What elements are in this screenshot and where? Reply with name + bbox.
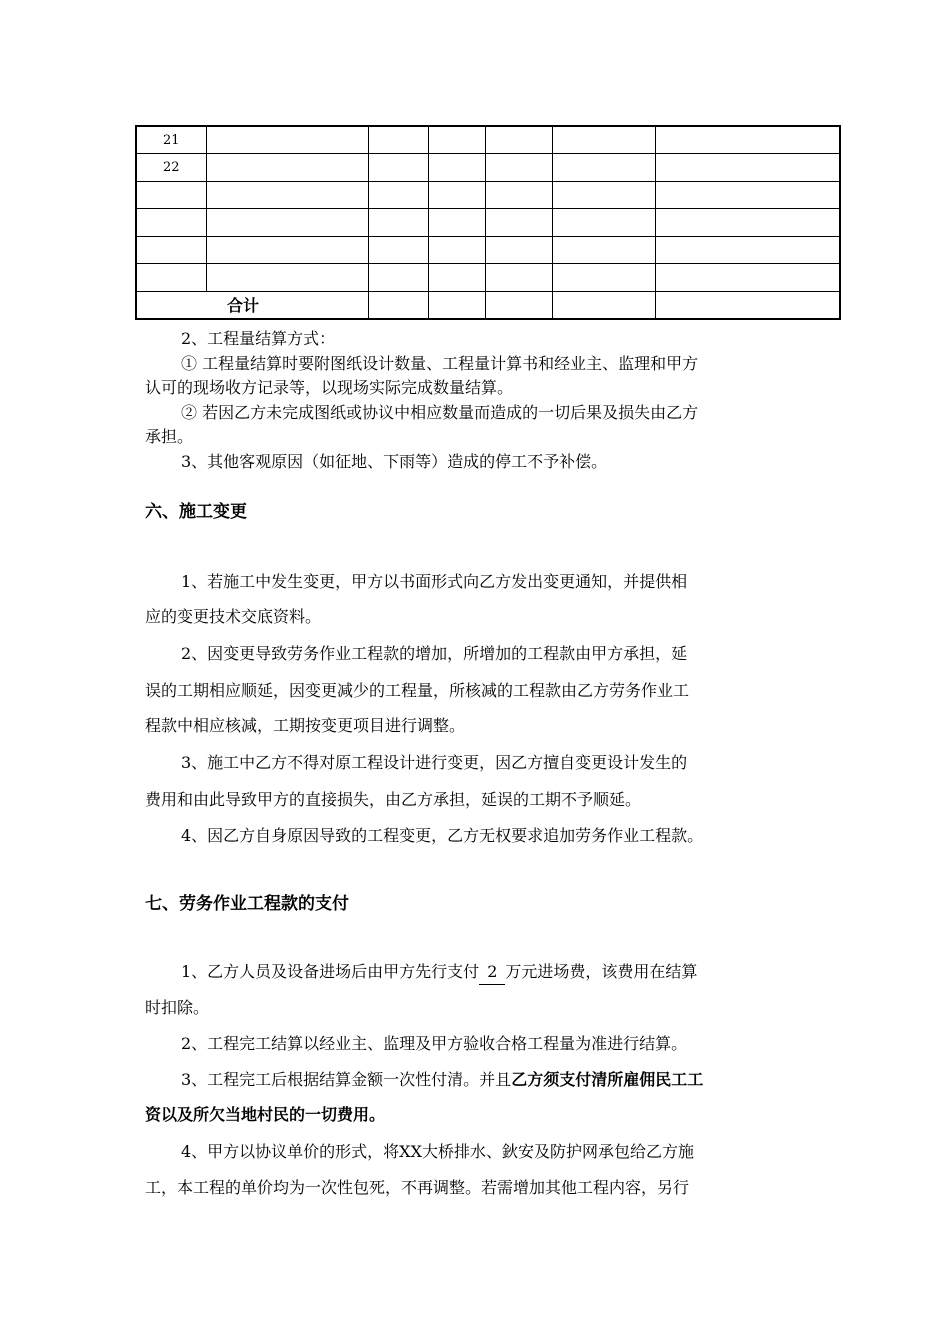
change-item-3-line1: 3、施工中乙方不得对原工程设计进行变更，因乙方擅自变更设计发生的	[181, 753, 688, 772]
section-7-heading: 七、劳务作业工程款的支付	[145, 894, 349, 914]
change-item-1-line1: 1、若施工中发生变更，甲方以书面形式向乙方发出变更通知，并提供相	[181, 572, 688, 591]
table-row	[136, 209, 840, 237]
payment-item-3-pre: 3、工程完工后根据结算金额一次性付清。并且	[181, 1070, 512, 1089]
total-label: 合计	[136, 291, 368, 319]
table-row	[136, 236, 840, 264]
settlement-rule-1-line2: 认可的现场收方记录等，以现场实际完成数量结算。	[145, 378, 514, 397]
row-number-cell	[136, 236, 206, 264]
row-number-cell	[136, 209, 206, 237]
settlement-rule-1-line1: ① 工程量结算时要附图纸设计数量、工程量计算书和经业主、监理和甲方	[181, 354, 699, 373]
settlement-item-3: 3、其他客观原因（如征地、下雨等）造成的停工不予补偿。	[181, 452, 608, 471]
payment-item-1-pre: 1、乙方人员及设备进场后由甲方先行支付	[181, 962, 480, 981]
row-number-cell	[136, 264, 206, 292]
payment-item-3-line1	[145, 1068, 881, 1092]
row-number-cell	[136, 181, 206, 209]
table-total-row	[136, 291, 840, 319]
payment-item-1-post: 万元进场费，该费用在结算	[505, 962, 698, 981]
payment-item-4-line2: 工，本工程的单价均为一次性包死，不再调整。若需增加其他工程内容，另行	[145, 1178, 690, 1197]
table-row	[136, 154, 840, 182]
payment-item-1-line1	[145, 960, 881, 985]
change-item-2-line3: 程款中相应核减，工期按变更项目进行调整。	[145, 716, 466, 735]
quantity-table	[135, 125, 841, 320]
table-row	[136, 181, 840, 209]
row-number-cell: 22	[136, 154, 206, 182]
quantity-table-body	[136, 126, 840, 319]
payment-item-3-line2	[145, 1103, 845, 1127]
table-row	[136, 264, 840, 292]
settlement-rule-2-line1: ② 若因乙方未完成图纸或协议中相应数量而造成的一切后果及损失由乙方	[181, 403, 699, 422]
table-row	[136, 126, 840, 154]
payment-item-1-line2: 时扣除。	[145, 998, 210, 1017]
change-item-2-line2: 误的工期相应顺延，因变更减少的工程量，所核减的工程款由乙方劳务作业工	[145, 681, 690, 700]
section-6-heading: 六、施工变更	[145, 502, 247, 522]
payment-item-2: 2、工程完工结算以经业主、监理及甲方验收合格工程量为准进行结算。	[181, 1034, 688, 1053]
row-number-cell: 21	[136, 126, 206, 154]
payment-item-3-bold-b: 资以及所欠当地村民的一切费用。	[145, 1105, 386, 1124]
change-item-4: 4、因乙方自身原因导致的工程变更，乙方无权要求追加劳务作业工程款。	[181, 826, 704, 845]
change-item-2-line1: 2、因变更导致劳务作业工程款的增加，所增加的工程款由甲方承担，延	[181, 644, 688, 663]
entry-fee-amount: 2	[479, 960, 505, 985]
settlement-method-title: 2、工程量结算方式：	[181, 329, 336, 348]
change-item-1-line2: 应的变更技术交底资料。	[145, 607, 322, 626]
payment-item-3-bold-a: 乙方须支付清所雇佣民工工	[511, 1070, 704, 1089]
payment-item-4-line1: 4、甲方以协议单价的形式，将XX大桥排水、鈥安及防护网承包给乙方施	[181, 1142, 694, 1161]
change-item-3-line2: 费用和由此导致甲方的直接损失，由乙方承担，延误的工期不予顺延。	[145, 790, 642, 809]
settlement-rule-2-line2: 承担。	[145, 427, 194, 446]
